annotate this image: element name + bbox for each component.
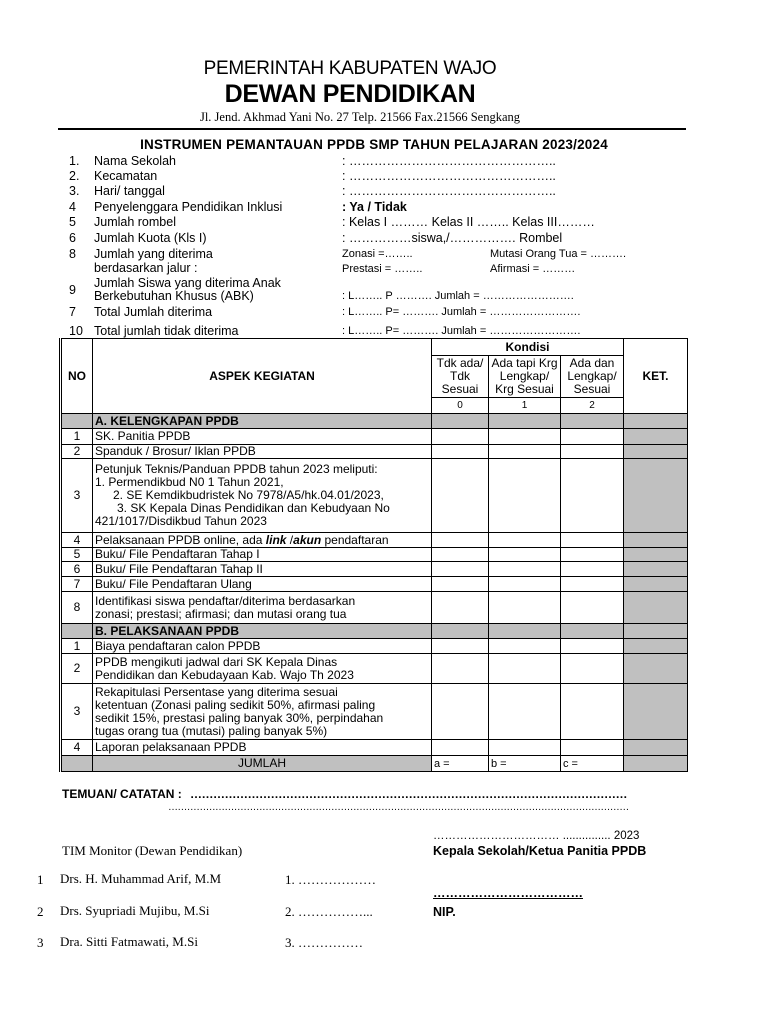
online-text: Pelaksanaan PPDB online, ada — [95, 532, 266, 547]
row-text: Buku/ File Pendaftaran Ulang — [93, 577, 432, 592]
cell-1[interactable] — [489, 639, 561, 654]
cell-2[interactable] — [561, 562, 624, 577]
row-no: 7 — [61, 577, 93, 592]
cell-2[interactable] — [561, 639, 624, 654]
section-a-row — [61, 414, 688, 429]
cell-1[interactable] — [489, 429, 561, 445]
cell-2[interactable] — [561, 684, 624, 740]
jumlah-label: JUMLAH — [93, 756, 432, 772]
section-a-title: A. KELENGKAPAN PPDB — [93, 414, 432, 429]
cell-2[interactable] — [561, 459, 624, 533]
field-value[interactable]: : ………………………………………….. — [342, 184, 556, 198]
row-text: Buku/ File Pendaftaran Tahap I — [93, 548, 432, 562]
reg-line-4: 421/1017/Disdikbud Tahun 2023 — [95, 514, 267, 528]
col-no-header: NO — [61, 339, 93, 414]
field-value[interactable]: : ………………………………………….. — [342, 154, 556, 168]
member-name: Drs. H. Muhammad Arif, M.M — [60, 871, 222, 886]
cell-2[interactable] — [561, 654, 624, 684]
total-tidak-diterima-value[interactable]: : L…….. P= ………. Jumlah = ……………………. — [342, 325, 581, 337]
score-1: 1 — [489, 398, 561, 414]
row-no: 5 — [61, 548, 93, 562]
row-text-3: sedikit 15%, prestasi paling banyak 30%, perpindahan — [95, 710, 384, 725]
row-no: 1 — [61, 429, 93, 445]
cell-2[interactable] — [561, 592, 624, 624]
field-value[interactable]: : ……………siswa,/……………. Rombel — [342, 231, 563, 245]
member-no: 1 — [37, 872, 44, 887]
col-kondisi-header: Kondisi — [432, 339, 624, 356]
cell-0[interactable] — [432, 639, 489, 654]
cell-1[interactable] — [489, 533, 561, 548]
kondisi-2-header: Ada dan Lengkap/ Sesuai — [561, 356, 624, 398]
mutasi-value[interactable]: Mutasi Orang Tua = ………. — [490, 248, 627, 260]
row-text: Petunjuk Teknis/Panduan PPDB tahun 2023 meliputi: — [95, 462, 378, 476]
sum-c[interactable]: c = — [561, 756, 624, 772]
row-no: 2 — [61, 654, 93, 684]
field-no: 10 — [69, 324, 83, 338]
section-b-row — [61, 624, 688, 639]
kondisi-0-header: Tdk ada/ Tdk Sesuai — [432, 356, 489, 398]
ket-cell — [624, 562, 688, 577]
field-no: 3. — [69, 184, 80, 198]
notes-line-2[interactable]: ………………………………………………………………………………………………………………………………… — [168, 802, 629, 813]
ket-cell — [624, 592, 688, 624]
member-name: Drs. Syupriadi Mujibu, M.Si — [60, 903, 210, 918]
sign-date[interactable]: …………………………… ............... 2023 — [433, 830, 640, 842]
ket-cell — [624, 654, 688, 684]
table-row — [61, 562, 688, 577]
cell-0[interactable] — [432, 592, 489, 624]
sum-b[interactable]: b = — [489, 756, 561, 772]
notes-label: TEMUAN/ CATATAN : — [62, 787, 182, 801]
reg-line-3: 3. SK Kepala Dinas Pendidikan dan Kebudyaan No — [117, 501, 390, 515]
table-row — [61, 577, 688, 592]
assessment-table — [59, 338, 688, 772]
score-0: 0 — [432, 398, 489, 414]
row-text-2: zonasi; prestasi; afirmasi; dan mutasi orang tua — [95, 606, 347, 621]
field-no: 2. — [69, 169, 80, 183]
member-sign[interactable]: 2. ……………... — [285, 904, 373, 919]
field-label: Nama Sekolah — [94, 154, 176, 168]
gov-name: PEMERINTAH KABUPATEN WAJO — [203, 58, 497, 79]
table-row — [61, 429, 688, 445]
sum-a[interactable]: a = — [432, 756, 489, 772]
head-title: Kepala Sekolah/Ketua Panitia PPDB — [433, 844, 647, 858]
cell-2[interactable] — [561, 740, 624, 756]
col-ket-header: KET. — [624, 339, 688, 414]
kondisi-1-header: Ada tapi Krg Lengkap/ Krg Sesuai — [489, 356, 561, 398]
nip-label: NIP. — [433, 905, 456, 919]
table-row — [61, 459, 688, 533]
reg-line-2: 2. SE Kemdikbudristek No 7978/A5/hk.04.01/2023, — [113, 488, 384, 502]
field-label: Kecamatan — [94, 169, 158, 183]
row-no: 8 — [61, 592, 93, 624]
table-row — [61, 533, 688, 548]
field-label: Jumlah rombel — [94, 215, 176, 229]
cell-1[interactable] — [489, 445, 561, 459]
prestasi-value[interactable]: Prestasi = …….. — [342, 263, 423, 275]
tim-monitor-title: TIM Monitor (Dewan Pendidikan) — [62, 843, 243, 858]
cell-1[interactable] — [489, 548, 561, 562]
row-no: 6 — [61, 562, 93, 577]
ket-cell — [624, 533, 688, 548]
table-row — [61, 548, 688, 562]
cell-0[interactable] — [432, 562, 489, 577]
row-text: SK. Panitia PPDB — [93, 429, 432, 445]
header-divider — [58, 128, 686, 130]
row-no: 2 — [61, 445, 93, 459]
cell-2[interactable] — [561, 429, 624, 445]
field-no: 7 — [69, 305, 76, 319]
row-no: 4 — [61, 740, 93, 756]
cell-1[interactable] — [489, 740, 561, 756]
field-label: berdasarkan jalur : — [94, 261, 198, 275]
row-text: Identifikasi siswa pendaftar/diterima berdasarkan — [95, 593, 356, 608]
cell-0[interactable] — [432, 533, 489, 548]
cell-1[interactable] — [489, 654, 561, 684]
field-label: Hari/ tanggal — [94, 184, 165, 198]
table-row — [61, 654, 688, 684]
cell-0[interactable] — [432, 459, 489, 533]
row-no: 3 — [61, 459, 93, 533]
row-text: Spanduk / Brosur/ Iklan PPDB — [93, 445, 432, 459]
cell-0[interactable] — [432, 429, 489, 445]
field-no: 4 — [69, 200, 76, 214]
field-no: 6 — [69, 231, 76, 245]
council-name: DEWAN PENDIDIKAN — [224, 80, 476, 108]
cell-2[interactable] — [561, 577, 624, 592]
head-signature-line[interactable]: ……………………………… — [433, 886, 583, 900]
field-no: 1. — [69, 154, 80, 168]
field-value[interactable]: : ………………………………………….. — [342, 169, 556, 183]
ket-cell — [624, 445, 688, 459]
row-text-4: tugas orang tua (mutasi) paling banyak 5%) — [95, 723, 328, 738]
cell-2[interactable] — [561, 533, 624, 548]
cell-1[interactable] — [489, 459, 561, 533]
cell-0[interactable] — [432, 445, 489, 459]
member-sign[interactable]: 3. …………… — [285, 935, 363, 950]
row-text: PPDB mengikuti jadwal dari SK Kepala Dinas — [95, 654, 338, 669]
member-name: Dra. Sitti Fatmawati, M.Si — [60, 934, 198, 949]
cell-0[interactable] — [432, 654, 489, 684]
cell-2[interactable] — [561, 548, 624, 562]
member-no: 2 — [37, 904, 44, 919]
col-aspek-header: ASPEK KEGIATAN — [93, 339, 432, 414]
member-sign[interactable]: 1. ……………… — [285, 872, 376, 887]
row-text — [93, 533, 432, 548]
total-diterima-value[interactable]: : L…….. P= ………. Jumlah = ……………………. — [342, 306, 581, 318]
field-no: 5 — [69, 215, 76, 229]
field-label: Berkebutuhan Khusus (ABK) — [94, 289, 254, 303]
row-text-2: ketentuan (Zonasi paling sedikit 50%, afirmasi paling — [95, 697, 376, 712]
field-label: Total Jumlah diterima — [94, 305, 213, 319]
row-text: Laporan pelaksanaan PPDB — [93, 740, 432, 756]
zonasi-value[interactable]: Zonasi =…….. — [342, 248, 413, 260]
cell-0[interactable] — [432, 548, 489, 562]
table-row — [61, 740, 688, 756]
cell-2[interactable] — [561, 445, 624, 459]
pendaftaran-word: pendaftaran — [321, 532, 389, 547]
separator: / — [286, 532, 294, 547]
cell-1[interactable] — [489, 684, 561, 740]
table-row — [61, 445, 688, 459]
table-row — [61, 592, 688, 624]
afirmasi-value[interactable]: Afirmasi = ……… — [490, 263, 576, 275]
score-2: 2 — [561, 398, 624, 414]
row-no: 3 — [61, 684, 93, 740]
inklusi-value[interactable]: : Ya / Tidak — [342, 200, 407, 214]
row-no: 1 — [61, 639, 93, 654]
field-value[interactable]: : Kelas I ……… Kelas II …….. Kelas III……… — [342, 215, 595, 229]
section-b-title: B. PELAKSANAAN PPDB — [93, 624, 432, 639]
row-text-2: Pendidikan dan Kebudayaan Kab. Wajo Th 2023 — [95, 667, 354, 682]
row-no: 4 — [61, 533, 93, 548]
total-row — [61, 756, 688, 772]
field-no: 9 — [69, 283, 76, 297]
ket-cell — [624, 459, 688, 533]
cell-0[interactable] — [432, 740, 489, 756]
notes-line-1[interactable]: …………………………………………………………………………………………………… — [190, 787, 627, 801]
field-label: Jumlah Kuota (Kls I) — [94, 231, 207, 245]
ket-cell — [624, 639, 688, 654]
field-label: Jumlah yang diterima — [94, 247, 213, 261]
cell-1[interactable] — [489, 592, 561, 624]
member-no: 3 — [37, 935, 44, 950]
field-label: Jumlah Siswa yang diterima Anak — [94, 276, 281, 290]
field-no: 8 — [69, 247, 76, 261]
akun-word: akun — [293, 532, 322, 547]
reg-line-1: 1. Permendikbud N0 1 Tahun 2021, — [95, 475, 284, 489]
ket-cell — [624, 577, 688, 592]
row-text: Buku/ File Pendaftaran Tahap II — [93, 562, 432, 577]
abk-value[interactable]: : L…….. P ………. Jumlah = ……………………. — [342, 290, 574, 302]
field-label: Total jumlah tidak diterima — [94, 324, 239, 338]
form-title: INSTRUMEN PEMANTAUAN PPDB SMP TAHUN PELAJARAN 2023/2024 — [140, 137, 608, 152]
cell-1[interactable] — [489, 577, 561, 592]
cell-0[interactable] — [432, 684, 489, 740]
table-row — [61, 684, 688, 740]
table-row — [61, 639, 688, 654]
cell-1[interactable] — [489, 562, 561, 577]
ket-cell — [624, 740, 688, 756]
ket-cell — [624, 548, 688, 562]
ket-cell — [624, 684, 688, 740]
link-word: link — [265, 532, 287, 547]
field-label: Penyelenggara Pendidikan Inklusi — [94, 200, 283, 214]
address: Jl. Jend. Akhmad Yani No. 27 Telp. 21566 Fax.21566 Sengkang — [199, 110, 521, 124]
ket-cell — [624, 429, 688, 445]
row-text: Rekapitulasi Persentase yang diterima sesuai — [95, 684, 338, 699]
cell-0[interactable] — [432, 577, 489, 592]
row-text: Biaya pendaftaran calon PPDB — [93, 639, 432, 654]
